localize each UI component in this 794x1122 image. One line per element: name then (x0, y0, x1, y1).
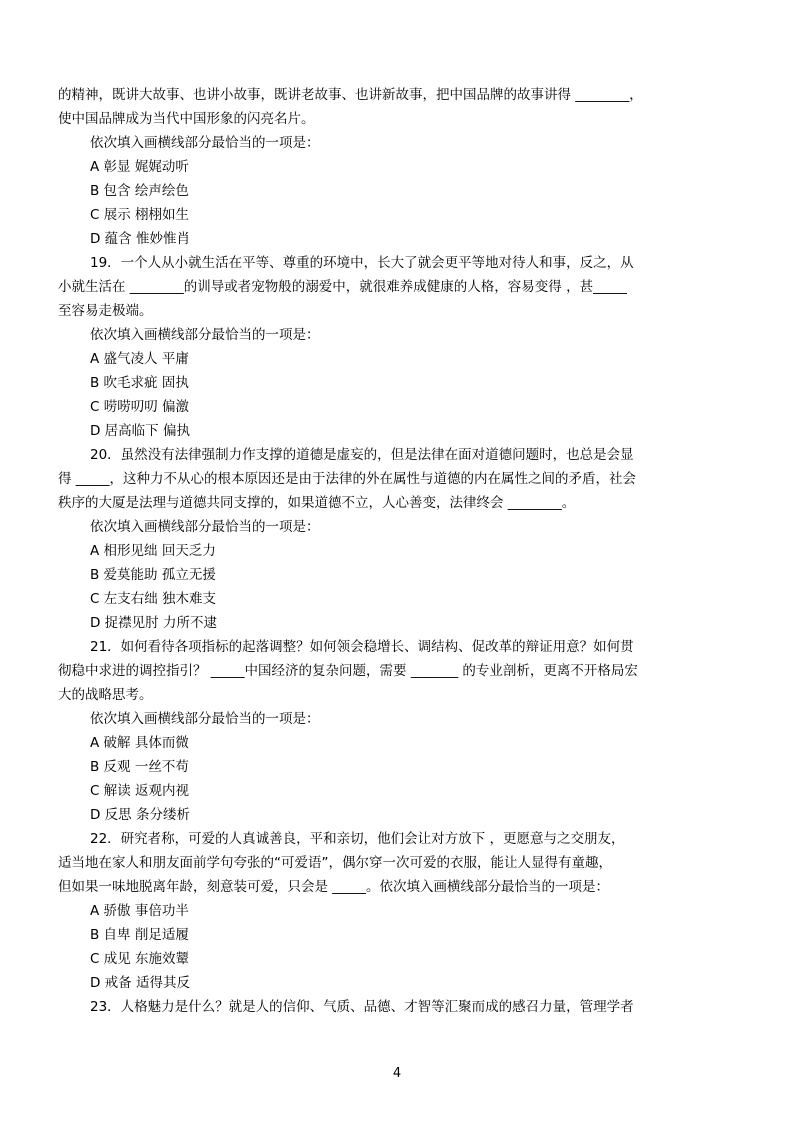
text-line: 至容易走极端。 (58, 303, 153, 319)
text-line: C 成见 东施效颦 (90, 951, 190, 967)
text-line: B 吹毛求疵 固执 (90, 375, 189, 391)
text-line: 依次填入画横线部分最恰当的一项是： (90, 135, 320, 151)
text-line: 得 _____，这种力不从心的根本原因还是由于法律的外在属性与道德的内在属性之间的矛盾，社会 (58, 471, 637, 487)
text-line: C 唠唠叨叨 偏激 (90, 399, 190, 415)
text-line: 依次填入画横线部分最恰当的一项是： (90, 711, 320, 727)
text-line: 使中国品牌成为当代中国形象的闪亮名片。 (58, 111, 315, 127)
text-line: 大的战略思考。 (58, 687, 153, 703)
text-line: B 自卑 削足适履 (90, 927, 189, 943)
text-line: D 反思 条分缕析 (90, 807, 190, 823)
page-number: 4 (392, 1066, 402, 1081)
text-line: 依次填入画横线部分最恰当的一项是： (90, 327, 320, 343)
text-line: 20．虽然没有法律强制力作支撑的道德是虚妄的，但是法律在面对道德问题时，也总是会显 (90, 447, 634, 463)
text-line: 适当地在家人和朋友面前学句夸张的“可爱语”，偶尔穿一次可爱的衣服，能让人显得有童趣， (58, 855, 612, 871)
text-line: A 相形见绌 回天乏力 (90, 543, 216, 559)
text-line: B 爱莫能助 孤立无援 (90, 567, 216, 583)
text-line: B 反观 一丝不苟 (90, 759, 189, 775)
text-line: A 骄傲 事倍功半 (90, 903, 189, 919)
text-line: 19．一个人从小就生活在平等、尊重的环境中，长大了就会更平等地对待人和事，反之，从 (90, 255, 634, 271)
text-line: D 捉襟见肘 力所不逮 (90, 615, 217, 631)
text-line: 小就生活在 ________的训导或者宠物般的溺爱中，就很难养成健康的人格，容易变得 ，甚_____ (58, 279, 627, 295)
text-line: 的精神，既讲大故事、也讲小故事，既讲老故事、也讲新故事，把中国品牌的故事讲得 ________， (58, 87, 643, 103)
text-line: B 包含 绘声绘色 (90, 183, 189, 199)
text-line: 21．如何看待各项指标的起落调整？如何领会稳增长、调结构、促改革的辩证用意？如何贯 (90, 639, 634, 655)
text-line: A 破解 具体而微 (90, 735, 189, 751)
text-line: D 蕴含 惟妙惟肖 (90, 231, 190, 247)
text-line: 依次填入画横线部分最恰当的一项是： (90, 519, 320, 535)
text-line: D 戒备 适得其反 (90, 975, 190, 991)
text-line: A 盛气凌人 平庸 (90, 351, 189, 367)
text-line: 秩序的大厦是法理与道德共同支撑的，如果道德不立，人心善变，法律终会 ________。 (58, 495, 576, 511)
text-line: C 左支右绌 独木难支 (90, 591, 217, 607)
text-line: 22．研究者称，可爱的人真诚善良，平和亲切，他们会让对方放下 ，更愿意与之交朋友， (90, 831, 625, 847)
text-line: C 解读 返观内视 (90, 783, 190, 799)
text-line: C 展示 栩栩如生 (90, 207, 190, 223)
text-line: A 彰显 娓娓动听 (90, 159, 189, 175)
text-line: 但如果一味地脱离年龄，刻意装可爱，只会是 _____。依次填入画横线部分最恰当的一项是： (58, 879, 610, 895)
text-line: 23．人格魅力是什么？就是人的信仰、气质、品德、才智等汇聚而成的感召力量，管理学者 (90, 999, 634, 1015)
text-line: 彻稳中求进的调控指引？ _____中国经济的复杂问题，需要 _______ 的专业剖析，更离不开格局宏 (58, 663, 638, 679)
text-line: D 居高临下 偏执 (90, 423, 190, 439)
